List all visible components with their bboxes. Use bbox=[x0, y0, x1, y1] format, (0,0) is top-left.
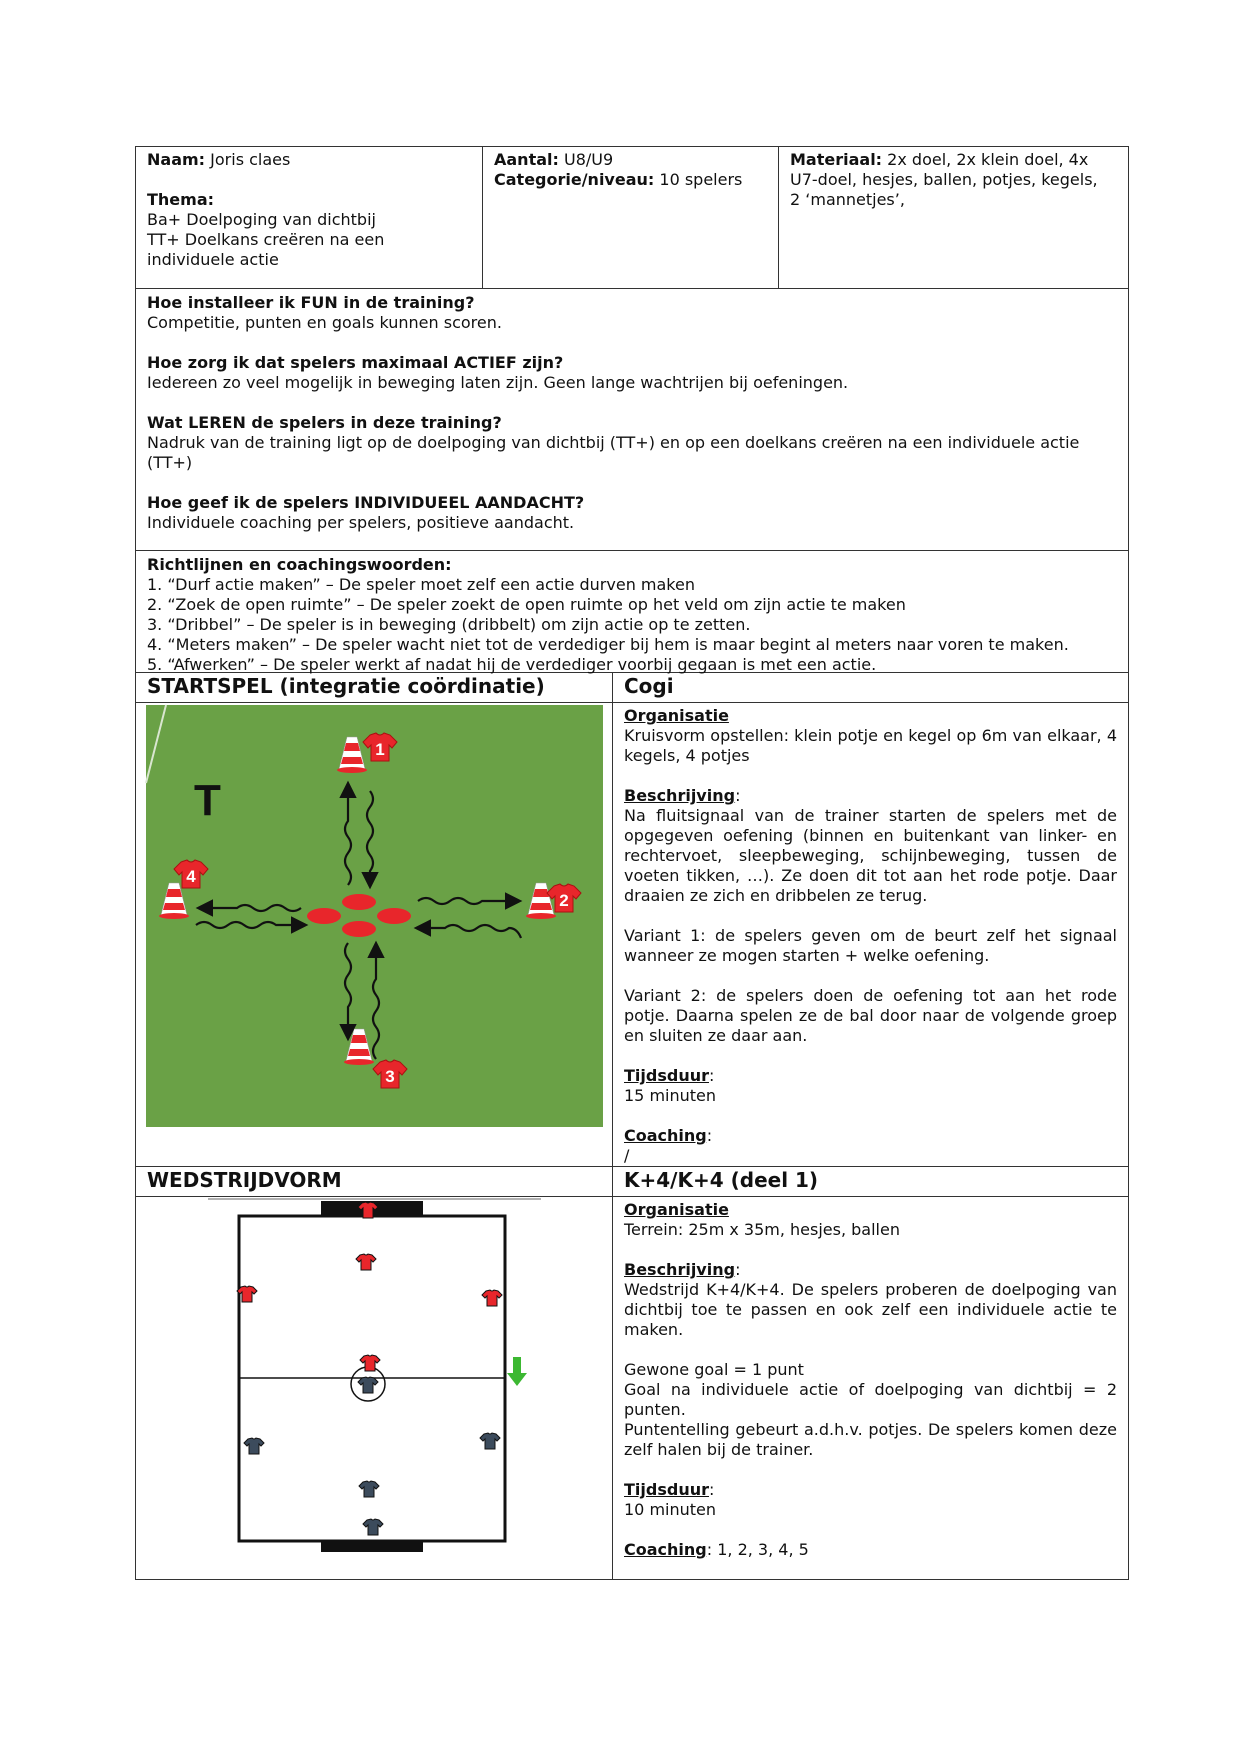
naam-label: Naam: bbox=[147, 150, 206, 169]
guideline-item: 4. “Meters maken” – De speler wacht niet tot de verdediger bij hem is maar begint al meters naar voren te maken. bbox=[147, 635, 1069, 654]
player-number: 4 bbox=[186, 867, 196, 886]
lesson-plan bbox=[135, 146, 1129, 1580]
wedstrijd-header-row bbox=[135, 1167, 1129, 1197]
question-answer: Competitie, punten en goals kunnen scoren. bbox=[147, 313, 502, 332]
question-heading: Hoe installeer ik FUN in de training? bbox=[147, 293, 475, 312]
red-player-icon bbox=[482, 1290, 502, 1306]
materiaal-line: 2x doel, 2x klein doel, 4x bbox=[887, 150, 1089, 169]
scoring-text: Puntentelling gebeurt a.d.h.v. potjes. De spelers komen deze zelf halen bij de trainer. bbox=[624, 1420, 1117, 1459]
pot-icon bbox=[307, 908, 341, 924]
player-number: 3 bbox=[385, 1067, 395, 1086]
beschrijving-text: Na fluitsignaal van de trainer starten de spelers met de opgegeven oefening (binnen en buitenkant van linker- en rechtervoet, sleepbeweging, schijnbeweging, tussen de voeten tikken, …). Ze doen dit tot aan het rode potje. Daar draaien ze zich en dribbelen ze terug. bbox=[624, 806, 1117, 905]
wedstrijd-text-cell: Organisatie Terrein: 25m x 35m, hesjes, ballen Beschrijving: Wedstrijd K+4/K+4. De spelers proberen de doelpoging van dichtbij toe te passen en ook zelf een individuele actie te maken. Gewone goal = 1 punt Goal na individuele actie of doelpoging van dichtbij = 2 punten. Puntentelling gebeurt a.d.h.v. potjes. De spelers komen deze zelf halen bij de trainer. Tijdsduur: 10 minuten Coaching: 1, 2, 3, 4, 5 bbox=[613, 1197, 1129, 1580]
wedstrijd-body-row bbox=[135, 1197, 1129, 1580]
player-number: 2 bbox=[559, 891, 569, 910]
startspel-diagram-cell bbox=[135, 703, 613, 1167]
organisatie-text: Kruisvorm opstellen: klein potje en kegel op 6m van elkaar, 4 kegels, 4 potjes bbox=[624, 726, 1117, 765]
questions-cell bbox=[135, 289, 1129, 551]
aantal-cell bbox=[483, 146, 779, 289]
question-answer: Individuele coaching per spelers, positieve aandacht. bbox=[147, 513, 575, 532]
startspel-body-row bbox=[135, 703, 1129, 1167]
coaching-label: Coaching bbox=[624, 1126, 707, 1145]
pot-icon bbox=[342, 921, 376, 937]
aantal-value: U8/U9 bbox=[564, 150, 614, 169]
guideline-item: 5. “Afwerken” – De speler werkt af nadat hij de verdediger voorbij gegaan is met een actie. bbox=[147, 655, 877, 674]
thema-line: individuele actie bbox=[147, 250, 279, 269]
guideline-item: 1. “Durf actie maken” – De speler moet zelf een actie durven maken bbox=[147, 575, 695, 594]
beschrijving-text: Wedstrijd K+4/K+4. De spelers proberen de doelpoging van dichtbij toe te passen en ook zelf een individuele actie te maken. bbox=[624, 1280, 1117, 1339]
guidelines-title: Richtlijnen en coachingswoorden: bbox=[147, 555, 452, 574]
trainer-label: T bbox=[194, 776, 221, 825]
wedstrijd-name: K+4/K+4 (deel 1) bbox=[613, 1167, 1129, 1197]
player-number: 1 bbox=[375, 740, 385, 759]
guideline-item: 3. “Dribbel” – De speler is in beweging (dribbelt) om zijn actie op te zetten. bbox=[147, 615, 751, 634]
guidelines-cell bbox=[135, 551, 1129, 673]
tijdsduur-text: 10 minuten bbox=[624, 1500, 717, 1519]
naam-value: Joris claes bbox=[210, 150, 291, 169]
materiaal-cell bbox=[779, 146, 1129, 289]
dark-player-icon bbox=[480, 1433, 500, 1449]
pot-icon bbox=[377, 908, 411, 924]
startspel-title: STARTSPEL (integratie coördinatie) bbox=[135, 673, 613, 703]
thema-line: TT+ Doelkans creëren na een bbox=[147, 230, 385, 249]
thema-line: Ba+ Doelpoging van dichtbij bbox=[147, 210, 376, 229]
dark-player-icon bbox=[358, 1377, 378, 1393]
coaching-text: 1, 2, 3, 4, 5 bbox=[717, 1540, 809, 1559]
categorie-label: Categorie/niveau: bbox=[494, 170, 655, 189]
dark-player-icon bbox=[359, 1481, 379, 1497]
coaching-label: Coaching bbox=[624, 1540, 707, 1559]
question-answer: Nadruk van de training ligt op de doelpoging van dichtbij (TT+) en op een doelkans creëren na een individuele actie bbox=[147, 433, 1080, 452]
wedstrijd-title: WEDSTRIJDVORM bbox=[135, 1167, 613, 1197]
materiaal-line: U7-doel, hesjes, ballen, potjes, kegels, bbox=[790, 170, 1098, 189]
aantal-label: Aantal: bbox=[494, 150, 559, 169]
wedstrijd-diagram-cell bbox=[135, 1197, 613, 1580]
categorie-value: 10 spelers bbox=[659, 170, 743, 189]
variant-text: Variant 1: de spelers geven om de beurt zelf het signaal wanneer ze mogen starten + welke oefening. bbox=[624, 926, 1117, 965]
coaching-text: / bbox=[624, 1146, 630, 1165]
startspel-header-row bbox=[135, 673, 1129, 703]
organisatie-label: Organisatie bbox=[624, 1200, 729, 1219]
guideline-item: 2. “Zoek de open ruimte” – De speler zoekt de open ruimte op het veld om zijn actie te maken bbox=[147, 595, 906, 614]
goal-bottom bbox=[321, 1540, 423, 1552]
scoring-text: Goal na individuele actie of doelpoging van dichtbij = 2 punten. bbox=[624, 1380, 1117, 1419]
cogi-diagram bbox=[136, 703, 612, 1165]
startspel-text-cell: Organisatie Kruisvorm opstellen: klein potje en kegel op 6m van elkaar, 4 kegels, 4 potjes Beschrijving: Na fluitsignaal van de trainer starten de spelers met de opgegeven oefening (binnen en buitenkant van linker- en rechtervoet, sleepbeweging, schijnbeweging, tussen de voeten tikken, …). Ze doen dit tot aan het rode potje. Daar draaien ze zich en dribbelen ze terug. Variant 1: de spelers geven om de beurt zelf het signaal wanneer ze mogen starten + welke oefening. Variant 2: de spelers doen de oefening tot aan het rode potje. Daarna spelen ze de bal door naar de volgende groep en sluiten ze daar aan. Tijdsduur: 15 minuten Coaching: / bbox=[613, 703, 1129, 1167]
pot-icon bbox=[342, 894, 376, 910]
question-heading: Wat LEREN de spelers in deze training? bbox=[147, 413, 502, 432]
materiaal-label: Materiaal: bbox=[790, 150, 883, 169]
variant-text: Variant 2: de spelers doen de oefening tot aan het rode potje. Daarna spelen ze de bal door naar de volgende groep en sluiten ze daar aan. bbox=[624, 986, 1117, 1045]
question-heading: Hoe zorg ik dat spelers maximaal ACTIEF zijn? bbox=[147, 353, 564, 372]
tijdsduur-text: 15 minuten bbox=[624, 1086, 717, 1105]
match-diagram bbox=[136, 1197, 612, 1578]
naam-thema-cell bbox=[135, 146, 483, 289]
organisatie-label: Organisatie bbox=[624, 706, 729, 725]
scoring-text: Gewone goal = 1 punt bbox=[624, 1360, 804, 1379]
green-arrow-icon bbox=[507, 1357, 527, 1386]
materiaal-line: 2 ‘mannetjes’, bbox=[790, 190, 905, 209]
dark-player-icon bbox=[244, 1438, 264, 1454]
question-answer: Iedereen zo veel mogelijk in beweging laten zijn. Geen lange wachtrijen bij oefeningen. bbox=[147, 373, 849, 392]
question-answer: (TT+) bbox=[147, 453, 193, 472]
header-row bbox=[135, 146, 1129, 289]
dark-player-icon bbox=[363, 1519, 383, 1535]
organisatie-text: Terrein: 25m x 35m, hesjes, ballen bbox=[624, 1220, 900, 1239]
red-player-icon bbox=[360, 1355, 380, 1371]
question-heading: Hoe geef ik de spelers INDIVIDUEEL AANDACHT? bbox=[147, 493, 585, 512]
tijdsduur-label: Tijdsduur bbox=[624, 1480, 709, 1499]
startspel-name: Cogi bbox=[613, 673, 1129, 703]
beschrijving-label: Beschrijving bbox=[624, 786, 736, 805]
beschrijving-label: Beschrijving bbox=[624, 1260, 736, 1279]
thema-label: Thema: bbox=[147, 190, 215, 209]
tijdsduur-label: Tijdsduur bbox=[624, 1066, 709, 1085]
red-player-icon bbox=[356, 1254, 376, 1270]
